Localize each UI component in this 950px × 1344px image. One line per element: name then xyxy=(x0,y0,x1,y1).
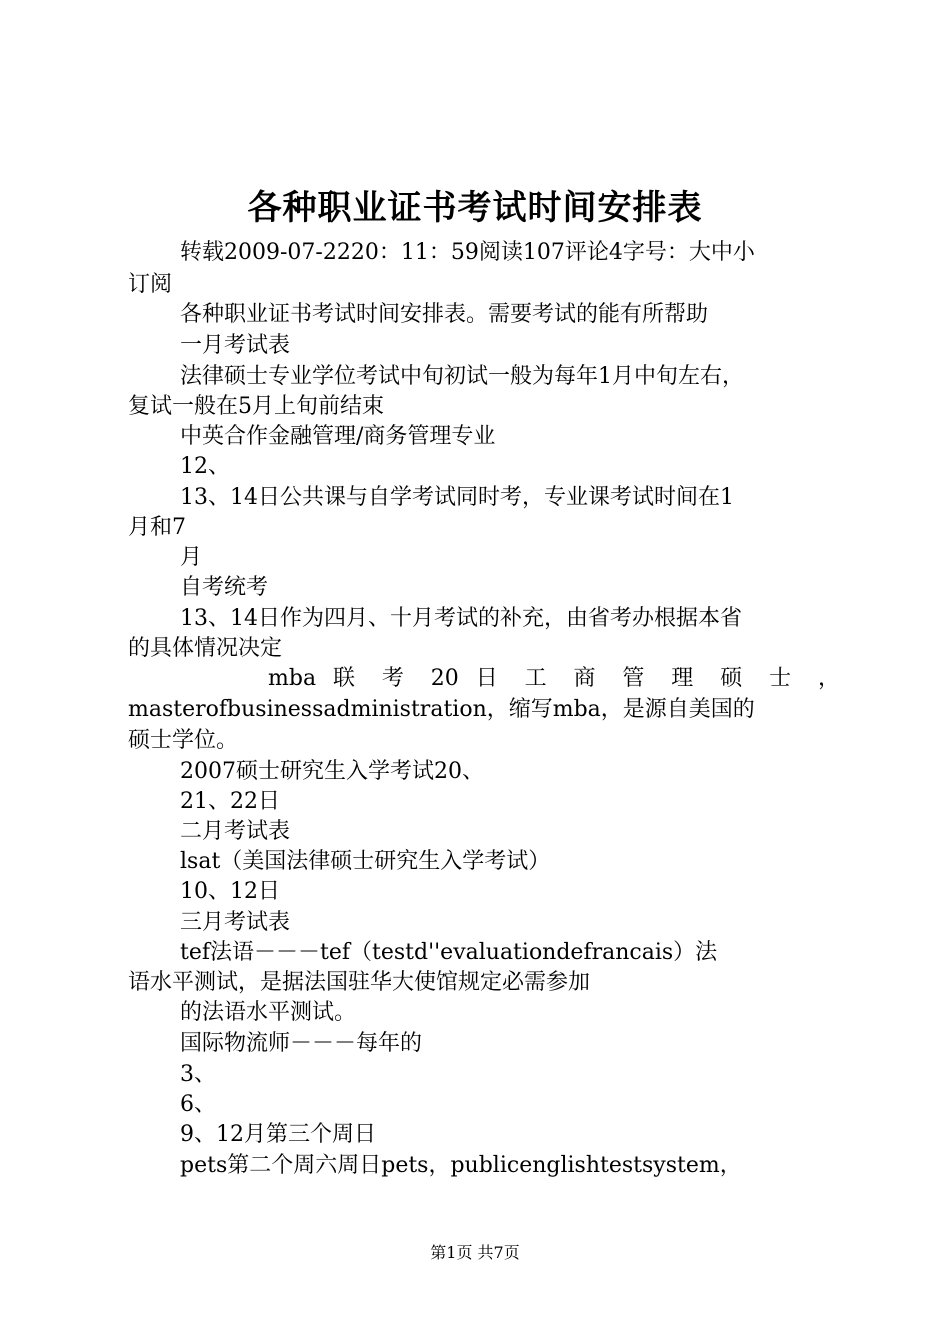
text-line: 中英合作金融管理/商务管理专业 xyxy=(180,424,496,449)
text-line: 21、22日 xyxy=(180,789,280,814)
text-line: 法律硕士专业学位考试中旬初试一般为每年1月中旬左右， xyxy=(180,364,744,389)
text-line: 的法语水平测试。 xyxy=(180,1000,357,1025)
text-line: 月和7 xyxy=(128,515,186,540)
section-heading: 二月考试表 xyxy=(180,819,291,844)
section-heading: 三月考试表 xyxy=(180,910,291,935)
text-line: 月 xyxy=(180,545,203,570)
text-line: 6、 xyxy=(180,1092,216,1117)
text-line: 各种职业证书考试时间安排表。需要考试的能有所帮助 xyxy=(180,302,709,327)
page-title: 各种职业证书考试时间安排表 xyxy=(247,188,703,228)
section-heading: 一月考试表 xyxy=(180,333,291,358)
text-line: 2007硕士研究生入学考试20、 xyxy=(180,759,484,784)
text-line: 9、12月第三个周日 xyxy=(180,1122,376,1147)
text-line: 3、 xyxy=(180,1062,216,1087)
page-indicator: 第1页 共7页 xyxy=(430,1243,520,1262)
text-line: 10、12日 xyxy=(180,879,280,904)
text-line: tef法语－－－tef（testd''evaluationdefrancais）法 xyxy=(180,940,718,965)
text-line: pets第二个周六周日pets，publicenglishtestsystem， xyxy=(180,1153,742,1178)
text-line: masterofbusinessadministration，缩写mba，是源自美国的 xyxy=(128,697,755,722)
text-line: 13、14日公共课与自学考试同时考，专业课考试时间在1 xyxy=(180,485,734,510)
text-line: lsat（美国法律硕士研究生入学考试） xyxy=(180,849,551,874)
text-line: 复试一般在5月上旬前结束 xyxy=(128,394,384,419)
text-line: 硕士学位。 xyxy=(128,728,239,753)
text-line: 订阅 xyxy=(128,272,173,297)
text-line: 13、14日作为四月、十月考试的补充，由省考办根据本省 xyxy=(180,606,742,631)
text-line: 自考统考 xyxy=(180,575,269,600)
text-line: 国际物流师－－－每年的 xyxy=(180,1031,423,1056)
text-line: 语水平测试，是据法国驻华大使馆规定必需参加 xyxy=(128,970,591,995)
text-line: 转载2009-07-2220：11：59阅读107评论4字号：大中小 xyxy=(180,240,755,265)
text-line: 12、 xyxy=(180,454,230,479)
text-line: 的具体情况决定 xyxy=(128,636,283,661)
text-line: mba 联 考 20 日 工 商 管 理 硕 士 ， xyxy=(268,666,840,691)
